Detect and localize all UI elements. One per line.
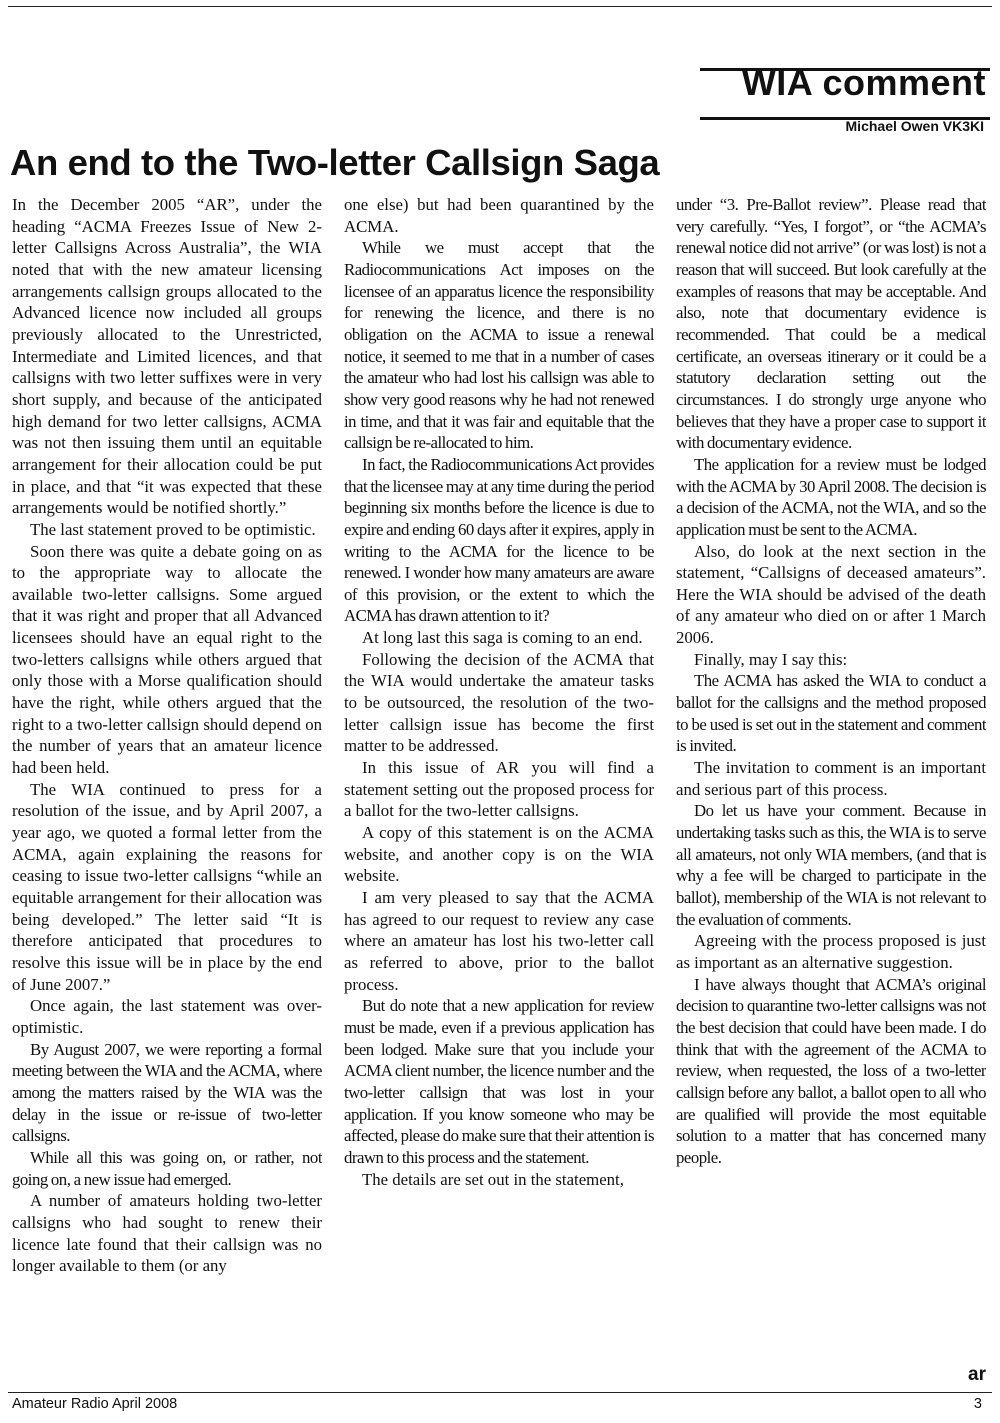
paragraph: Agreeing with the process proposed is just as important as an alternative suggestion. xyxy=(676,931,986,972)
paragraph: Do let us have your comment. Because in undertaking tasks such as this, the WIA is to serve all amateurs, not only WIA members, (and that is why a fee will be charged to participate in the ballot), membership of the WIA is not relevant to the evaluation of comments. xyxy=(676,801,986,929)
paragraph: A number of amateurs holding two-letter callsigns who had sought to renew their licence late found that their callsign was no longer available to them (or any xyxy=(12,1191,322,1276)
article-column-1 xyxy=(12,194,322,1390)
page-number: 3 xyxy=(973,1396,982,1412)
paragraph: A copy of this statement is on the ACMA website, and another copy is on the WIA website. xyxy=(344,823,654,886)
paragraph: Following the decision of the ACMA that the WIA would undertake the amateur tasks to be outsourced, the resolution of the two-letter callsign issue has become the first matter to be addressed. xyxy=(344,649,654,756)
article-headline: An end to the Two-letter Callsign Saga xyxy=(10,142,660,183)
paragraph: Also, do look at the next section in the statement, “Callsigns of deceased amateurs”. Here the WIA should be advised of the death of any amateur who died on or after 1 March 2006. xyxy=(676,541,986,648)
top-rule xyxy=(8,6,992,7)
paragraph: Once again, the last statement was over-optimistic. xyxy=(12,996,322,1037)
author-byline: Michael Owen VK3KI xyxy=(845,118,984,134)
paragraph: While all this was going on, or rather, not going on, a new issue had emerged. xyxy=(12,1147,322,1189)
end-of-article-mark: ar xyxy=(968,1364,986,1385)
paragraph: But do note that a new application for review must be made, even if a previous application has been lodged. Make sure that you include your ACMA client number, the licence number and the two-letter callsign that was lost in your application. If you know someone who may be affected, please do make sure that their attention is drawn to this process and the statement. xyxy=(344,996,654,1167)
paragraph: I am very pleased to say that the ACMA has agreed to our request to review any case where an amateur has lost his two-letter call as referred to above, prior to the ballot process. xyxy=(344,888,654,994)
paragraph: In this issue of AR you will find a statement setting out the proposed process for a ballot for the two-letter callsigns. xyxy=(344,758,654,821)
paragraph: The ACMA has asked the WIA to conduct a ballot for the callsigns and the method proposed to be used is set out in the statement and comment is invited. xyxy=(676,671,986,756)
paragraph: By August 2007, we were reporting a formal meeting between the WIA and the ACMA, where among the matters raised by the WIA was the delay in the issue or re-issue of two-letter callsigns. xyxy=(12,1039,322,1146)
paragraph: The application for a review must be lodged with the ACMA by 30 April 2008. The decision is a decision of the ACMA, not the WIA, and so the application must be sent to the ACMA. xyxy=(676,454,986,539)
paragraph: The details are set out in the statement, xyxy=(362,1169,624,1189)
paragraph: Finally, may I say this: xyxy=(694,649,848,669)
paragraph: At long last this saga is coming to an end. xyxy=(362,628,643,648)
section-title: WIA comment xyxy=(741,62,986,103)
paragraph: In the December 2005 “AR”, under the heading “ACMA Freezes Issue of New 2-letter Callsigns Across Australia”, the WIA noted that with the new amateur licensing arrangements callsign groups allocated to the Advanced licence now included all groups previously allocated to the Unrestricted, Intermediate and Limited licences, and that callsigns with two letter suffixes were in very short supply, and because of the anticipated high demand for two letter callsigns, ACMA was not then issuing them until an equitable arrangement for their allocation could be put in place, and that “it was expected that these arrangements would be notified shortly.” xyxy=(12,195,322,518)
paragraph: I have always thought that ACMA’s original decision to quarantine two-letter callsigns was not the best decision that could have been made. I do think that with the agreement of the ACMA to review, when requested, the loss of a two-letter callsign before any ballot, a ballot open to all who are qualified will provide the most equitable solution to a matter that has concerned many people. xyxy=(676,974,986,1167)
article-column-2 xyxy=(344,194,654,1390)
paragraph: under “3. Pre-Ballot review”. Please read that very carefully. “Yes, I forgot”, or “the ACMA’s renewal notice did not arrive” (or was lost) is not a reason that will succeed. But look carefully at the examples of reasons that may be acceptable. And also, note that documentary evidence is recommended. That could be a medical certificate, an overseas itinerary or it could be a statutory declaration setting out the circumstances. I do strongly urge anyone who believes that they have a proper case to support it with documentary evidence. xyxy=(676,195,986,453)
publication-footer: Amateur Radio April 2008 xyxy=(12,1396,178,1412)
bottom-rule xyxy=(8,1392,992,1393)
paragraph: The last statement proved to be optimistic. xyxy=(30,519,316,539)
paragraph: The WIA continued to press for a resolution of the issue, and by April 2007, a year ago, we quoted a formal letter from the ACMA, again explaining the reasons for ceasing to issue two-letter callsigns “while an equitable arrangement for their allocation was being developed.” The letter said “It is therefore anticipated that procedures to resolve this issue will be in place by the end of June 2007.” xyxy=(12,779,322,994)
paragraph: In fact, the Radiocommunications Act provides that the licensee may at any time during the period beginning six months before the licence is due to expire and ending 60 days after it expires, apply in writing to the ACMA for the licence to be renewed. I wonder how many amateurs are aware of this provision, or the extent to which the ACMA has drawn attention to it? xyxy=(344,454,654,626)
article-column-3 xyxy=(676,194,986,1390)
paragraph: The invitation to comment is an important and serious part of this process. xyxy=(676,758,986,799)
paragraph: Soon there was quite a debate going on as to the appropriate way to allocate the available two-letter callsigns. Some argued that it was right and proper that all Advanced licensees should have an equal right to the two-letters callsigns while others argued that only those with a Morse qualification should have the right, while others argued that the right to a two-letter callsign should depend on the number of years that an amateur licence had been held. xyxy=(12,541,322,778)
paragraph: While we must accept that the Radiocommunications Act imposes on the licensee of an apparatus licence the responsibility for renewing the licence, and there is no obligation on the ACMA to issue a renewal notice, it seemed to me that in a number of cases the amateur who had lost his callsign was able to show very good reasons why he had not renewed in time, and that it was fair and equitable that the callsign be re-allocated to him. xyxy=(344,238,654,453)
paragraph: one else) but had been quarantined by the ACMA. xyxy=(344,195,654,236)
